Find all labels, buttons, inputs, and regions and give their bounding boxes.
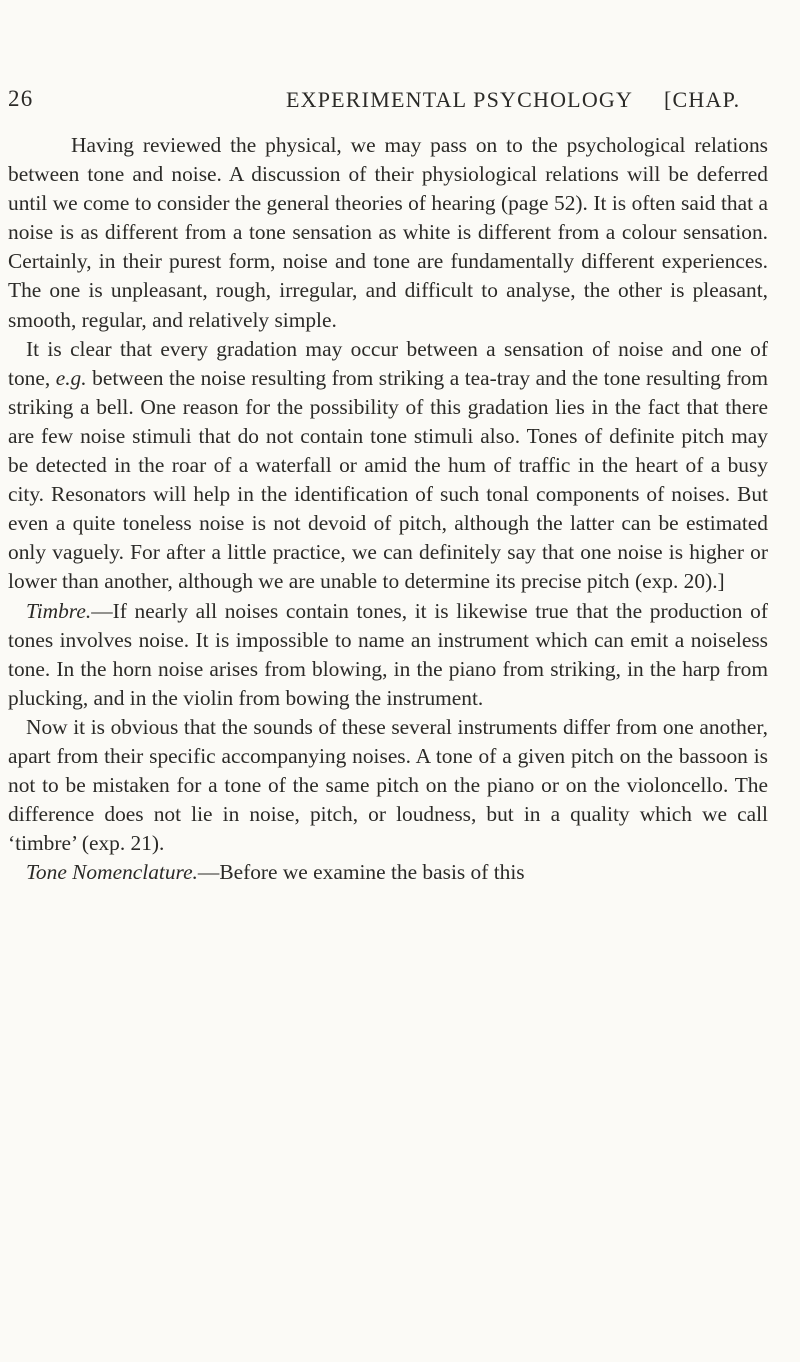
- eg-abbreviation: e.g.: [55, 365, 87, 390]
- paragraph-tone-nomenclature: [8, 858, 768, 887]
- page-header: [0, 86, 800, 116]
- page-number: 26: [8, 86, 34, 111]
- body-text: [8, 131, 768, 887]
- paragraph-physical-psychological: Having reviewed the physical, we may pass on to the psychological relations between tone and noise. A discussion of their physiological relations will be deferred until we come to consider the general theories of hearing (page 52). It is often said that a noise is as different from a tone sensation as white is different from a colour sensation. Certainly, in their purest form, noise and tone are fundamentally different experiences. The one is unpleasant, rough, irregular, and difficult to analyse, the other is pleasant, smooth, regular, and relatively simple.: [8, 133, 768, 332]
- paragraph-timbre: [8, 597, 768, 713]
- chapter-tag: [CHAP.: [664, 87, 741, 112]
- paragraph-gradation: [8, 335, 768, 597]
- tone-nomenclature-heading: Tone Nomenclature.: [26, 860, 198, 885]
- tone-nomenclature-text: —Before we examine the basis of this: [197, 860, 525, 885]
- paragraph-instrument-sounds: Now it is obvious that the sounds of these several instruments differ from one another, apart from their specific accompanying noises. A tone of a given pitch on the bassoon is not to be mistaken for a tone of the same pitch on the piano or on the violoncello. The difference does not lie in noise, pitch, or loudness, but in a quality which we call ‘timbre’ (exp. 21).: [8, 714, 768, 856]
- running-title: EXPERIMENTAL PSYCHOLOGY: [286, 87, 634, 112]
- timbre-text: —If nearly all noises contain tones, it is likewise true that the production of tones involves noise. It is impossible to name an instrument which can emit a noiseless tone. In the horn noise arises from blowing, in the piano from striking, in the harp from plucking, and in the violin from bowing the instrument.: [8, 598, 768, 710]
- gradation-text-start: It is clear that every gradation may occur between a sensation of noise and one of tone,: [8, 336, 768, 390]
- gradation-text-end: between the noise resulting from striking a tea-tray and the tone resulting from striking a bell. One reason for the possibility of this gradation lies in the fact that there are few noise stimuli that do not contain tone stimuli also. Tones of definite pitch may be detected in the roar of a waterfall or amid the hum of traffic in the heart of a busy city. Resonators will help in the identification of such tonal components of noises. But even a quite toneless noise is not devoid of pitch, although the latter can be estimated only vaguely. For after a little practice, we can definitely say that one noise is higher or lower than another, although we are unable to determine its precise pitch (exp. 20).]: [8, 365, 768, 594]
- timbre-heading: Timbre.: [26, 598, 92, 623]
